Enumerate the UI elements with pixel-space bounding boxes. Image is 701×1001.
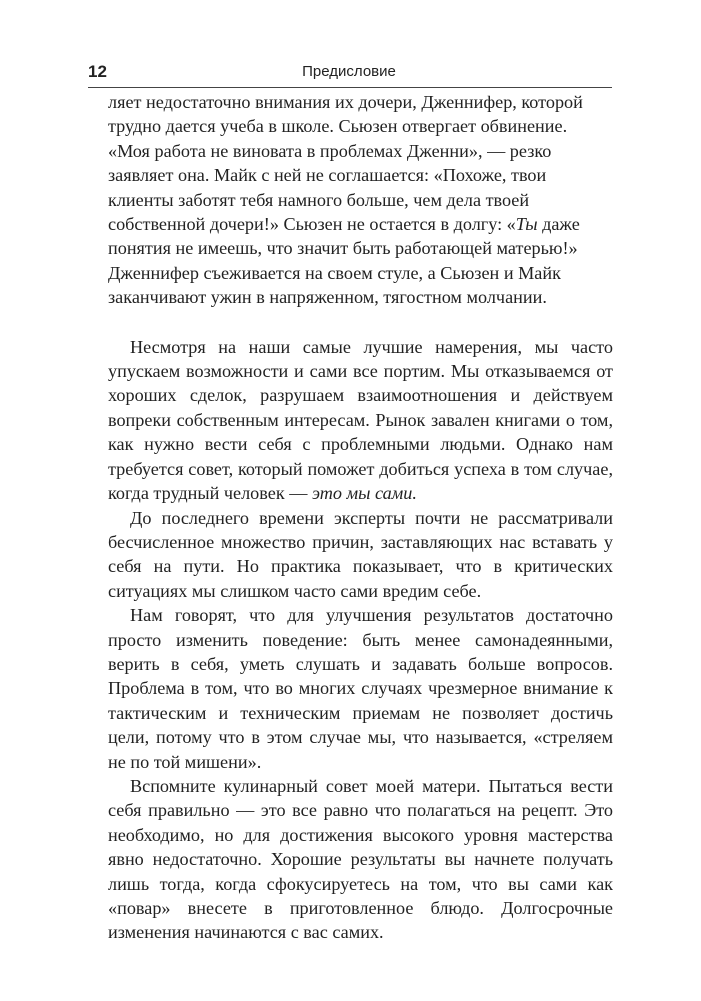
paragraph: До последнего времени эксперты почти не рассматривали бесчисленное множество причин, заставляющих нас вставать у себя на пути. Но практика показывает, что в критических ситуациях мы слишком часто сами вредим себе.: [108, 507, 613, 601]
page-header: [88, 60, 610, 84]
paragraph: [108, 335, 613, 506]
text-run: Несмотря на наши самые лучшие намерения, мы часто упускаем возможности и сами все портим. Мы отказываемся от хороших сделок, разрушаем взаимоотношения и действуем вопреки собственным интересам. Рынок завален книгами о том, как нужно вести себя с проблемными людьми. Однако нам требуется совет, который поможет добиться успеха в том случае, когда трудный человек —: [108, 336, 613, 504]
running-head: Предисловие: [302, 63, 396, 80]
paragraph-continuation: [108, 90, 613, 310]
paragraph: Вспомните кулинарный совет моей матери. Пытаться вести себя правильно — это все равно что полагаться на рецепт. Это необходимо, но для достижения высокого уровня мастерства явно недостаточно. Хорошие результаты вы начнете получать лишь тогда, когда сфокусируетесь на том, что вы сами как «повар» внесете в приготовленное блюдо. Долгосрочные изменения начинаются с вас самих.: [108, 775, 613, 943]
header-rule: [88, 87, 612, 88]
text-run: ляет недостаточно внимания их дочери, Дженнифер, которой трудно дается учеба в школе. Сьюзен отвергает обвинение. «Моя работа не виновата в проблемах Дженни», — резко заявляет она. Майк с ней не соглашается: «Похоже, твои клиенты заботят тебя намного больше, чем дела твоей собственной дочери!» Сьюзен не остается в долгу: «: [108, 92, 583, 235]
emphasis: Ты: [515, 214, 538, 235]
section-gap: [108, 310, 613, 335]
emphasis: это мы сами.: [311, 483, 417, 504]
body-text: [108, 90, 613, 945]
text-run: даже понятия не имеешь, что значит быть работающей матерью!» Дженнифер съеживается на своем стуле, а Сьюзен и Майк заканчивают ужин в напряженном, тягостном молчании.: [108, 214, 580, 308]
paragraph: Нам говорят, что для улучшения результатов достаточно просто изменить поведение: быть менее самонадеянными, верить в себя, уметь слушать и задавать больше вопросов. Проблема в том, что во многих случаях чрезмерное внимание к тактическим и техническим приемам не позволяет достичь цели, потому что в этом случае мы, что называется, «стреляем не по той мишени».: [108, 605, 613, 772]
page-number: 12: [88, 62, 107, 81]
